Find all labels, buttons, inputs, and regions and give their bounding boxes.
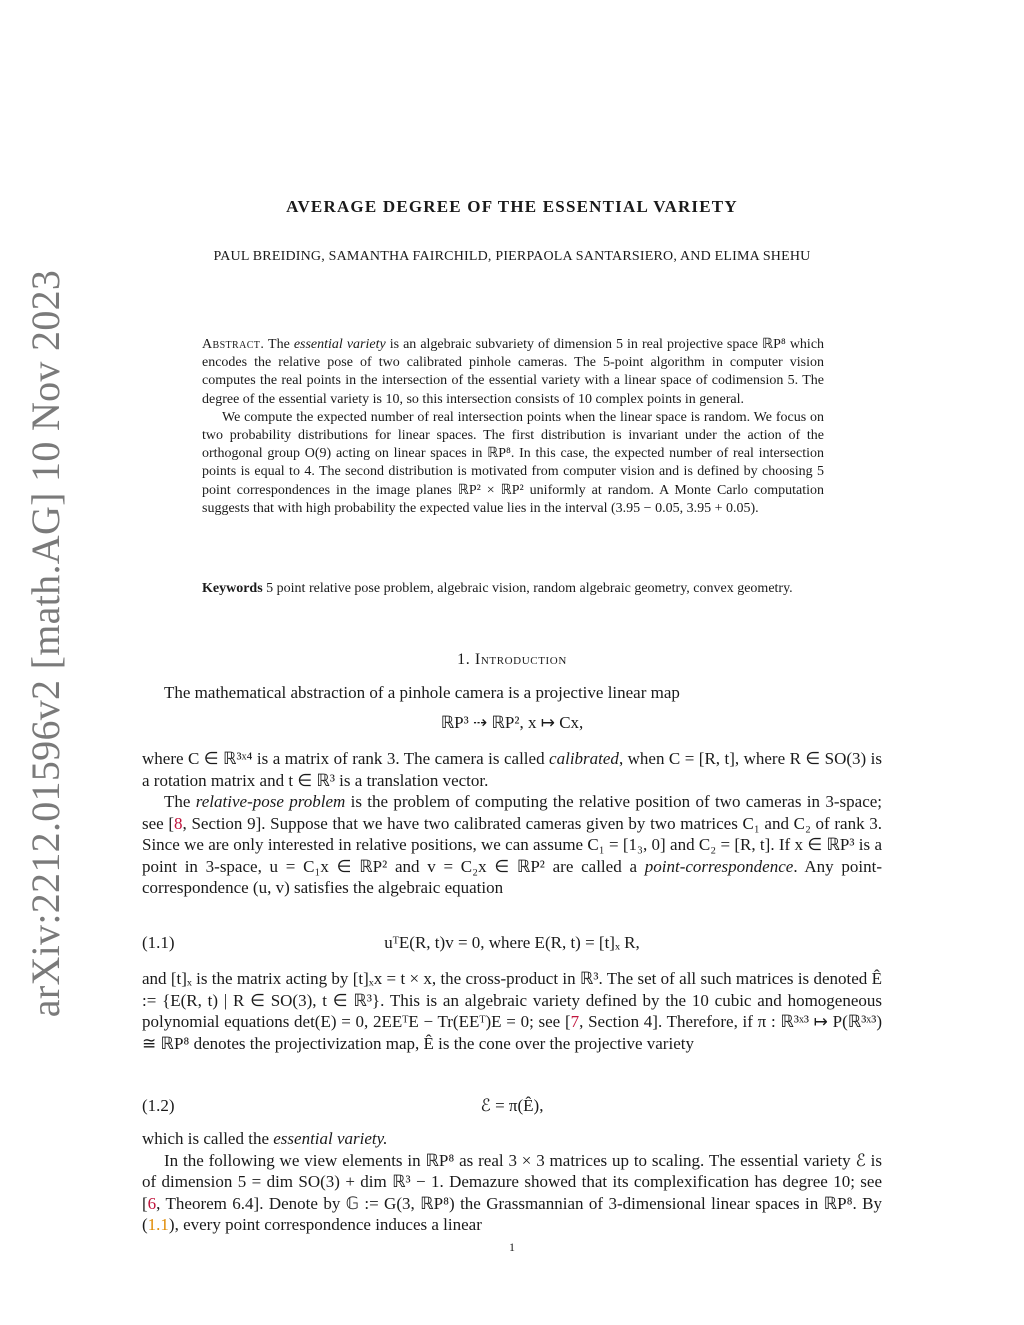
paragraph-text: , Section 9]. Suppose that we have two calibrated cameras given by two matrices C₁ and C₂ of rank 3. Since we are only interested in relative positions, we can assume C₁ = [1₃, 0] and C₂ = [R, t]. If x ∈ ℝP³ is a point in 3-space, u = C₁x ∈ ℝP² and v = C₂x ∈ ℝP² are called a (142, 813, 882, 876)
page-number: 1 (509, 1240, 515, 1254)
arxiv-identifier: arXiv:2212.01596v2 [math.AG] 10 Nov 2023 (23, 269, 69, 1017)
paragraph-relative-pose (142, 791, 882, 899)
intro-closing-block (142, 1128, 882, 1236)
paragraph-text: is the problem of computing the relative position of two cameras in 3-space; see [ (142, 792, 883, 833)
paragraph-text: . Any point-correspondence (u, v) satisfies the algebraic equation (142, 856, 882, 897)
equation-text: ℝP³ ⇢ ℝP², x ↦ Cx, (440, 713, 584, 732)
intro-body-block (142, 748, 882, 899)
citation-link[interactable]: 8 (174, 813, 183, 833)
paper-title: AVERAGE DEGREE OF THE ESSENTIAL VARIETY (286, 197, 738, 216)
keywords-text: 5 point relative pose problem, algebraic vision, random algebraic geometry, convex geometry. (266, 581, 793, 596)
equation-number: (1.1) (142, 933, 175, 952)
emphasis-text: calibrated (549, 749, 619, 768)
paragraph-text: The (164, 792, 191, 811)
paragraph-text: , when C = [R, t], where R ∈ SO(3) is a rotation matrix and t ∈ ℝ³ is a translation vector. (142, 749, 883, 790)
paragraph-camera (142, 748, 882, 791)
keywords-label: Keywords (202, 581, 263, 596)
paragraph-text: which is called the (142, 1129, 269, 1148)
display-equation-map (142, 713, 882, 735)
citation-link[interactable]: 6 (147, 1193, 157, 1213)
emphasis-text: essential variety. (273, 1129, 388, 1148)
paragraph-text: In the following we view elements in ℝP⁸ as real 3 × 3 matrices up to scaling. The essential variety ℰ is of dimension 5 = dim SO(3) + dim ℝ³ − 1. Demazure showed that its complexification has degree 10; see [ (142, 1150, 882, 1213)
paragraph-text: The mathematical abstraction of a pinhole camera is a projective linear map (164, 683, 680, 702)
paragraph-text: , Theorem 6.4]. Denote by 𝔾 := G(3, ℝP⁸) the Grassmannian of 3-dimensional linear spaces in ℝP⁸. By ( (142, 1193, 882, 1234)
equation-reference-link[interactable]: 1.1 (147, 1215, 169, 1234)
keywords (202, 580, 824, 598)
citation-link[interactable]: 7 (570, 1012, 580, 1031)
author-list: PAUL BREIDING, SAMANTHA FAIRCHILD, PIERPAOLA SANTARSIERO, AND ELIMA SHEHU (213, 249, 811, 264)
abstract-label: Abstract. (202, 337, 265, 352)
equation-number: (1.2) (142, 1096, 175, 1115)
paragraph-text: , Section 4]. Therefore, if π : ℝ³ˣ³ ↦ P(ℝ³ˣ³) ≅ ℝP⁸ denotes the projectivization map, Ê is the cone over the projective variety (142, 1012, 882, 1053)
intro-paragraph-1 (142, 682, 882, 704)
paragraph-text: where C ∈ ℝ³ˣ⁴ is a matrix of rank 3. The camera is called (142, 749, 545, 768)
arxiv-sidebar (16, 269, 76, 1017)
abstract-paragraph-1 (202, 336, 824, 409)
section-heading: 1. Introduction (457, 651, 567, 668)
abstract-emphasis: essential variety (293, 337, 386, 352)
paragraph-grassmannian (142, 1150, 882, 1236)
paragraph-essential-variety (142, 1128, 882, 1150)
paragraph-essential-matrices (142, 968, 882, 1054)
emphasis-text: relative-pose problem (195, 792, 346, 811)
paragraph-text: ), every point correspondence induces a linear (168, 1215, 482, 1234)
abstract-paragraph-2: We compute the expected number of real intersection points when the linear space is random. We focus on two probability distributions for linear spaces. The first distribution is invariant under the action of the orthogonal group O(9) acting on linear spaces in ℝP⁸. In this case, the expected number of real intersection points is equal to 4. The second distribution is motivated from computer vision and is defined by choosing 5 point correspondences in the image planes ℝP² × ℝP² uniformly at random. A Monte Carlo computation suggests that with high probability the expected value lies in the interval (3.95 − 0.05, 3.95 + 0.05). (202, 409, 824, 516)
display-equation-1-1 (142, 933, 882, 955)
display-equation-1-2 (142, 1096, 882, 1118)
equation-text: uᵀE(R, t)v = 0, where E(R, t) = [t]ₓ R, (384, 933, 640, 952)
equation-text: ℰ = π(Ê), (480, 1096, 544, 1115)
abstract-text: is an algebraic subvariety of dimension 5 in real projective space ℝP⁸ which encodes the relative pose of two calibrated pinhole cameras. The 5-point algorithm in computer vision computes the real points in the intersection of the essential variety with a linear space of codimension 5. The degree of the essential variety is 10, so this intersection consists of 10 complex points in general. (202, 337, 825, 407)
emphasis-text: point-correspondence (644, 856, 794, 876)
paragraph-text: and [t]ₓ is the matrix acting by [t]ₓx = t × x, the cross-product in ℝ³. The set of all such matrices is denoted Ê := {E(R, t) | R ∈ SO(3), t ∈ ℝ³}. This is an algebraic variety defined by the 10 cubic and homogeneous polynomial equations det(E) = 0, 2EEᵀE − Tr(EEᵀ)E = 0; see [ (142, 969, 882, 1031)
abstract (202, 336, 824, 518)
abstract-text: The (268, 337, 290, 352)
